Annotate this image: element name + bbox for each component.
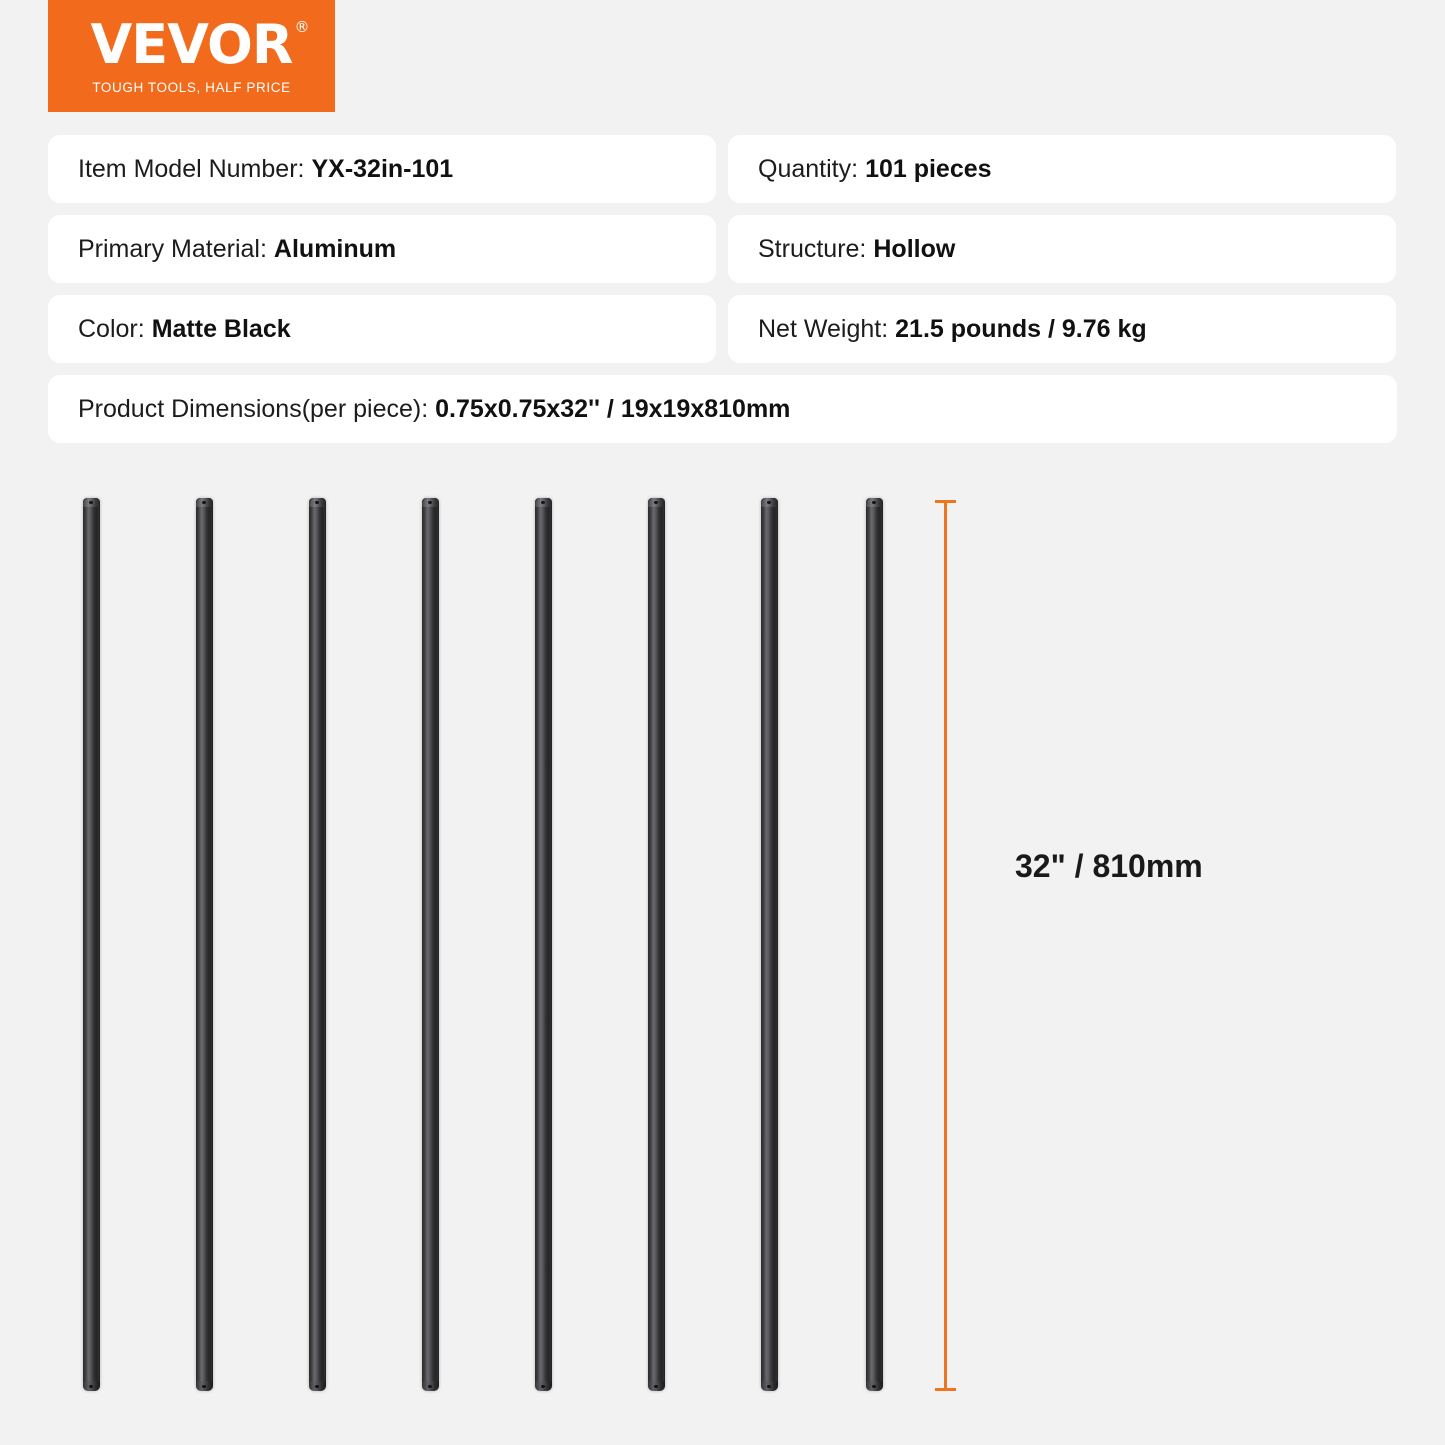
baluster-cap-hole-icon: [89, 501, 93, 504]
brand-tagline: TOUGH TOOLS, HALF PRICE: [92, 79, 291, 95]
baluster: [196, 498, 213, 1391]
spec-value: YX-32in-101: [311, 154, 454, 183]
baluster-group: [0, 498, 1445, 1398]
baluster-foot-hole-icon: [541, 1385, 545, 1388]
spec-net-weight: [728, 295, 1396, 363]
baluster: [309, 498, 326, 1391]
spec-label: Quantity:: [758, 154, 859, 183]
baluster: [761, 498, 778, 1391]
spec-label: Primary Material:: [78, 234, 267, 263]
baluster-cap-hole-icon: [654, 501, 658, 504]
baluster: [648, 498, 665, 1391]
spec-label: Product Dimensions(per piece):: [78, 394, 429, 423]
spec-row: [48, 215, 1397, 283]
baluster-cap-hole-icon: [872, 501, 876, 504]
baluster: [83, 498, 100, 1391]
dimension-label: 32" / 810mm: [1015, 848, 1203, 884]
baluster-foot-hole-icon: [654, 1385, 658, 1388]
spec-row: [48, 295, 1397, 363]
dimension-tick-bottom: [935, 1388, 956, 1391]
spec-value: 21.5 pounds / 9.76 kg: [895, 314, 1147, 343]
spec-structure: [728, 215, 1396, 283]
baluster-cap-hole-icon: [428, 501, 432, 504]
spec-quantity: [728, 135, 1396, 203]
spec-label: Structure:: [758, 234, 867, 263]
baluster: [535, 498, 552, 1391]
spec-value: Hollow: [873, 234, 956, 263]
spec-value: 101 pieces: [865, 154, 992, 183]
brand-wordmark: [90, 12, 309, 76]
baluster-foot-hole-icon: [767, 1385, 771, 1388]
spec-row: [48, 135, 1397, 203]
spec-list: [48, 135, 1397, 455]
spec-label: Item Model Number:: [78, 154, 305, 183]
spec-row: [48, 375, 1397, 443]
spec-primary-material: [48, 215, 716, 283]
baluster: [422, 498, 439, 1391]
baluster-foot-hole-icon: [428, 1385, 432, 1388]
baluster: [866, 498, 883, 1391]
spec-product-dimensions: [48, 375, 1397, 443]
spec-color: [48, 295, 716, 363]
spec-value: Aluminum: [273, 234, 397, 263]
baluster-foot-hole-icon: [872, 1385, 876, 1388]
baluster-cap-hole-icon: [202, 501, 206, 504]
spec-label: Color:: [78, 314, 145, 343]
dimension-line: [944, 500, 947, 1391]
spec-value: 0.75x0.75x32'' / 19x19x810mm: [435, 394, 791, 423]
spec-item-model-number: [48, 135, 716, 203]
baluster-foot-hole-icon: [202, 1385, 206, 1388]
baluster-cap-hole-icon: [541, 501, 545, 504]
vevor-logo: [48, 0, 335, 112]
baluster-foot-hole-icon: [89, 1385, 93, 1388]
spec-label: Net Weight:: [758, 314, 889, 343]
spec-value: Matte Black: [151, 314, 291, 343]
baluster-foot-hole-icon: [315, 1385, 319, 1388]
baluster-cap-hole-icon: [767, 501, 771, 504]
baluster-cap-hole-icon: [315, 501, 319, 504]
registered-trademark-icon: ®: [294, 17, 309, 36]
brand-name: VEVOR: [90, 12, 293, 76]
